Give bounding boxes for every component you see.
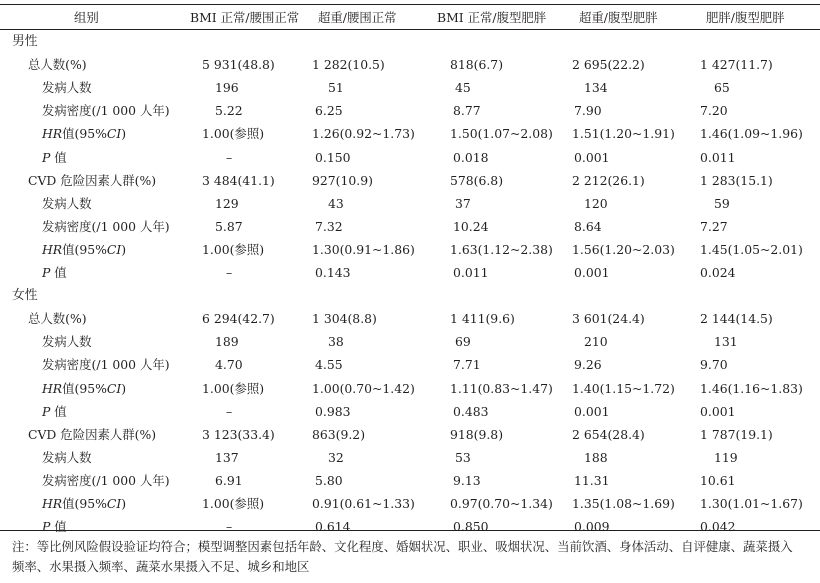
table-cell: 5.80 — [315, 472, 343, 488]
table-row — [0, 146, 820, 169]
row-label — [42, 400, 67, 423]
section-title: 男性 — [12, 34, 38, 49]
table-cell: 1.63(1.12~2.38) — [450, 241, 553, 257]
table-note — [12, 537, 812, 577]
bottom-rule — [0, 530, 820, 531]
table-cell: 1 787(19.1) — [700, 426, 773, 442]
row-label-end: ) — [121, 241, 127, 257]
section-title: 女性 — [12, 288, 38, 304]
table-row — [0, 53, 820, 76]
row-label-text: 值(95% — [62, 496, 107, 511]
table-cell: 129 — [215, 195, 239, 211]
table-header-row — [0, 6, 820, 29]
table-cell: 6.25 — [315, 103, 343, 119]
row-label-italic: P — [42, 403, 51, 419]
table-cell: 0.001 — [574, 403, 610, 419]
row-label — [28, 53, 87, 76]
row-label-text: 发病人数 — [42, 334, 92, 350]
row-label — [42, 515, 67, 538]
table-cell: 32 — [328, 449, 344, 465]
table-cell: 1.11(0.83~1.47) — [450, 380, 553, 396]
row-label-text: 值 — [50, 519, 67, 535]
top-rule — [0, 4, 820, 5]
row-label-italic: P — [42, 519, 51, 535]
table-cell: 0.024 — [700, 265, 736, 280]
table-cell: 119 — [714, 449, 738, 465]
row-label-text: 总人数(%) — [28, 57, 87, 73]
row-label-text: 发病密度(/1 000 人年) — [42, 218, 170, 234]
table-cell: 9.26 — [574, 357, 602, 373]
row-label-text: 值 — [50, 149, 67, 165]
row-label — [42, 76, 92, 99]
table-cell: 69 — [455, 334, 471, 350]
table-cell: 7.90 — [574, 103, 602, 119]
row-label — [42, 469, 170, 492]
table-cell: 131 — [714, 334, 738, 350]
table-cell: 3 601(24.4) — [572, 311, 645, 327]
table-cell: 1 282(10.5) — [312, 57, 385, 73]
row-label-text: 值 — [50, 265, 67, 280]
note-line-1: 注：等比例风险假设验证均符合；模型调整因素包括年龄、文化程度、婚姻状况、职业、吸烟状况、当前饮酒、身体活动、自评健康、蔬菜摄入 — [12, 539, 793, 554]
table-cell: 4.55 — [315, 357, 343, 373]
row-label-text: CVD 危险因素人群(%) — [28, 172, 157, 188]
table-row — [0, 469, 820, 492]
row-label — [42, 492, 126, 515]
table-cell: 1.50(1.07~2.08) — [450, 126, 553, 142]
table-row — [0, 99, 820, 122]
table-cell: 1.35(1.08~1.69) — [572, 496, 675, 511]
row-label — [42, 353, 170, 376]
table-cell: 6.91 — [215, 472, 243, 488]
table-cell: 188 — [584, 449, 608, 465]
table-cell: 0.614 — [315, 519, 351, 535]
table-cell: 189 — [215, 334, 239, 350]
table-cell: 1.00(参照) — [202, 126, 265, 142]
row-label — [42, 446, 92, 469]
table-cell: 918(9.8) — [450, 426, 504, 442]
table-cell: 45 — [455, 80, 471, 96]
row-label-text: CVD 危险因素人群(%) — [28, 426, 157, 442]
table-cell: 0.018 — [453, 149, 489, 165]
table-cell: 51 — [328, 80, 344, 96]
table-cell: 8.64 — [574, 218, 602, 234]
table-cell: 1.00(参照) — [202, 241, 265, 257]
table-cell: 0.143 — [315, 265, 351, 280]
row-label-italic: CI — [106, 496, 122, 511]
row-label-text: 发病密度(/1 000 人年) — [42, 103, 170, 119]
table-cell: 11.31 — [574, 472, 610, 488]
table-cell: 196 — [215, 80, 239, 96]
table-row — [0, 423, 820, 446]
row-label — [42, 377, 126, 400]
row-label — [42, 261, 67, 284]
table-cell: 9.70 — [700, 357, 728, 373]
header-col-5: 肥胖/腹型肥胖 — [706, 10, 785, 25]
table-row — [0, 238, 820, 261]
table-cell: 5 931(48.8) — [202, 57, 275, 73]
header-col-1: BMI 正常/腰围正常 — [190, 10, 300, 25]
row-label-italic: CI — [106, 126, 122, 142]
table-cell: 1.46(1.09~1.96) — [700, 126, 803, 142]
table-cell: 120 — [584, 195, 608, 211]
row-label-text: 值 — [50, 403, 67, 419]
table-cell: 210 — [584, 334, 608, 350]
table-row — [0, 400, 820, 423]
table-cell: 1.30(1.01~1.67) — [700, 496, 803, 511]
table-row — [0, 215, 820, 238]
table-cell: 38 — [328, 334, 344, 350]
table-row — [0, 122, 820, 145]
table-row — [0, 446, 820, 469]
table-row — [0, 353, 820, 376]
table-cell: 7.32 — [315, 218, 343, 234]
table-cell: 1.00(参照) — [202, 496, 265, 511]
header-group: 组别 — [74, 10, 99, 25]
table-cell: 0.001 — [700, 403, 736, 419]
table-cell: 0.011 — [453, 265, 489, 280]
row-label-italic: P — [42, 149, 51, 165]
row-label-italic: P — [42, 265, 51, 280]
table-cell: 53 — [455, 449, 471, 465]
table-cell: 137 — [215, 449, 239, 465]
row-label-text: 值(95% — [62, 126, 107, 142]
table-cell: 134 — [584, 80, 608, 96]
table-row — [0, 330, 820, 353]
table-cell: – — [226, 519, 233, 535]
table-cell: 59 — [714, 195, 730, 211]
table-cell: 1.00(0.70~1.42) — [312, 380, 415, 396]
row-label-text: 发病密度(/1 000 人年) — [42, 472, 170, 488]
table-cell: 0.850 — [453, 519, 489, 535]
row-label-italic: CI — [106, 241, 122, 257]
table-cell: 1.26(0.92~1.73) — [312, 126, 415, 142]
table-cell: 1.40(1.15~1.72) — [572, 380, 675, 396]
table-cell: 0.001 — [574, 265, 610, 280]
row-label — [28, 307, 87, 330]
table-cell: 7.71 — [453, 357, 481, 373]
row-label-end: ) — [121, 496, 127, 511]
table-cell: 578(6.8) — [450, 172, 504, 188]
table-row — [0, 307, 820, 330]
table-cell: 2 695(22.2) — [572, 57, 645, 73]
row-label — [28, 423, 156, 446]
table-row — [0, 169, 820, 192]
table-cell: 0.91(0.61~1.33) — [312, 496, 415, 511]
table-row — [0, 192, 820, 215]
table-cell: 0.042 — [700, 519, 736, 535]
table-cell: 1.46(1.16~1.83) — [700, 380, 803, 396]
table-cell: 0.001 — [574, 149, 610, 165]
table-cell: 3 484(41.1) — [202, 172, 275, 188]
table-cell: 37 — [455, 195, 471, 211]
row-label-end: ) — [121, 380, 127, 396]
header-col-4: 超重/腹型肥胖 — [579, 10, 658, 25]
table-cell: 818(6.7) — [450, 57, 504, 73]
table-cell: 1.56(1.20~2.03) — [572, 241, 675, 257]
table-cell: 43 — [328, 195, 344, 211]
note-line-2: 频率、水果摄入频率、蔬菜水果摄入不足、城乡和地区 — [12, 559, 310, 574]
table-cell: 1 411(9.6) — [450, 311, 515, 327]
table-cell: 1 304(8.8) — [312, 311, 377, 327]
row-label — [28, 169, 156, 192]
table-cell: 0.97(0.70~1.34) — [450, 496, 553, 511]
row-label — [42, 99, 170, 122]
table-cell: 863(9.2) — [312, 426, 366, 442]
header-col-2: 超重/腰围正常 — [318, 10, 397, 25]
row-label — [42, 146, 67, 169]
table-cell: 2 654(28.4) — [572, 426, 645, 442]
table-row — [0, 377, 820, 400]
row-label-italic: HR — [42, 126, 63, 142]
table-cell: – — [226, 403, 233, 419]
table-row — [0, 261, 820, 284]
table-cell: 7.20 — [700, 103, 728, 119]
table-cell: 1 283(15.1) — [700, 172, 773, 188]
row-label-italic: HR — [42, 496, 63, 511]
table-cell: 6 294(42.7) — [202, 311, 275, 327]
header-col-3: BMI 正常/腹型肥胖 — [437, 10, 547, 25]
row-label-text: 发病密度(/1 000 人年) — [42, 357, 170, 373]
table-cell: 0.483 — [453, 403, 489, 419]
row-label-text: 发病人数 — [42, 80, 92, 96]
table-cell: 65 — [714, 80, 730, 96]
row-label — [42, 192, 92, 215]
row-label — [42, 238, 126, 261]
row-label-text: 总人数(%) — [28, 311, 87, 327]
table-cell: 1.45(1.05~2.01) — [700, 241, 803, 257]
table-cell: 8.77 — [453, 103, 481, 119]
table-cell: 10.24 — [453, 218, 489, 234]
section-title-row — [0, 30, 820, 53]
row-label-text: 值(95% — [62, 380, 107, 396]
row-label-italic: CI — [106, 380, 122, 396]
table-cell: 2 144(14.5) — [700, 311, 773, 327]
row-label-text: 发病人数 — [42, 195, 92, 211]
table-cell: 7.27 — [700, 218, 728, 234]
row-label — [42, 215, 170, 238]
row-label-italic: HR — [42, 241, 63, 257]
row-label-italic: HR — [42, 380, 63, 396]
table-cell: 927(10.9) — [312, 172, 373, 188]
section-title-row — [0, 284, 820, 307]
table-cell: 2 212(26.1) — [572, 172, 645, 188]
table-cell: 9.13 — [453, 472, 481, 488]
table-cell: 0.011 — [700, 149, 736, 165]
row-label-end: ) — [121, 126, 127, 142]
table-row — [0, 492, 820, 515]
table-cell: – — [226, 149, 233, 165]
row-label — [42, 122, 126, 145]
table-cell: 1.00(参照) — [202, 380, 265, 396]
table-row — [0, 515, 820, 538]
table-cell: 1.51(1.20~1.91) — [572, 126, 675, 142]
table-cell: 5.87 — [215, 218, 243, 234]
table-cell: – — [226, 265, 233, 280]
table-cell: 5.22 — [215, 103, 243, 119]
row-label-text: 发病人数 — [42, 449, 92, 465]
table-cell: 1.30(0.91~1.86) — [312, 241, 415, 257]
table-cell: 0.150 — [315, 149, 351, 165]
table-cell: 0.983 — [315, 403, 351, 419]
table-row — [0, 76, 820, 99]
table-cell: 0.009 — [574, 519, 610, 535]
table-cell: 1 427(11.7) — [700, 57, 773, 73]
row-label-text: 值(95% — [62, 241, 107, 257]
row-label — [42, 330, 92, 353]
table-cell: 4.70 — [215, 357, 243, 373]
table-cell: 10.61 — [700, 472, 736, 488]
table-cell: 3 123(33.4) — [202, 426, 275, 442]
